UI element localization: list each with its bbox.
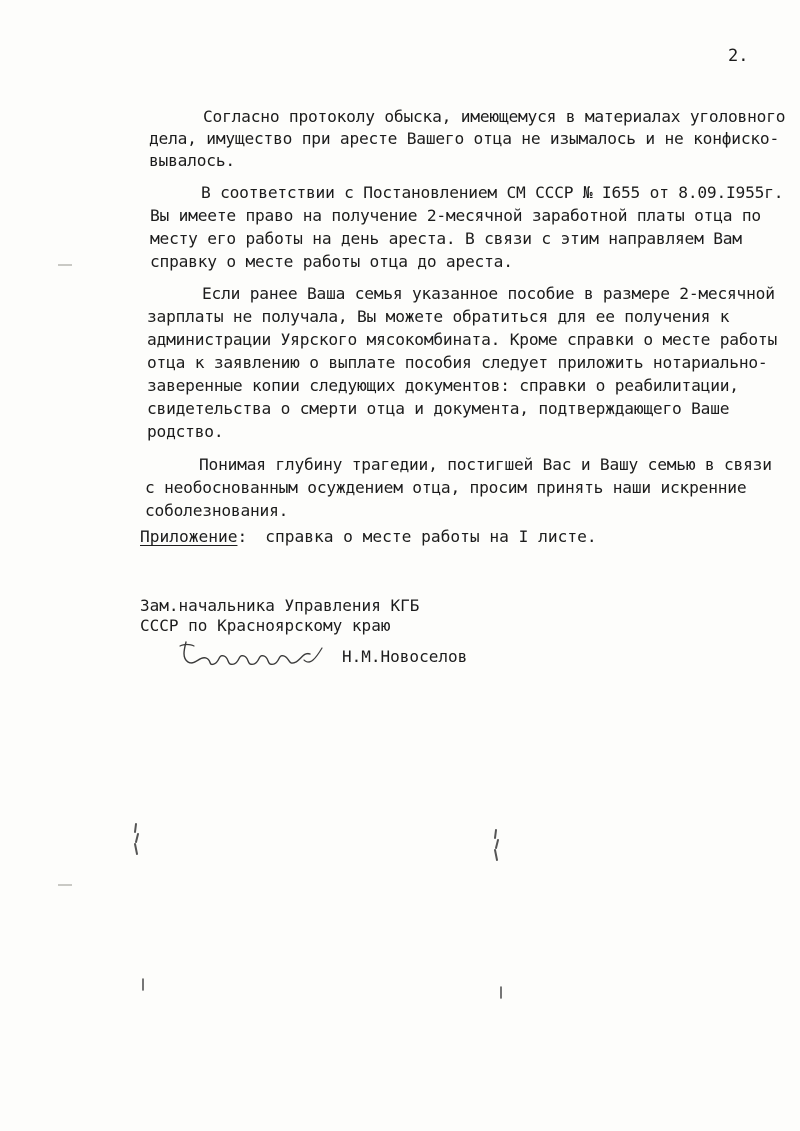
paragraph-3-line-7: родство. xyxy=(147,422,224,441)
paragraph-1-line-2: дела, имущество при аресте Вашего отца не изымалось и не конфиско- xyxy=(149,129,780,148)
handwritten-signature-icon xyxy=(178,636,328,672)
paragraph-4-line-2: с необоснованным осуждением отца, просим принять наши искренние xyxy=(145,478,747,497)
signer-name: Н.М.Новоселов xyxy=(342,647,468,666)
margin-mark-upper xyxy=(58,264,72,266)
paragraph-2-line-1: В соответствии с Постановлением СМ СССР № I655 от 8.09.I955г. xyxy=(201,183,784,202)
margin-mark-lower xyxy=(58,884,72,886)
paragraph-2-line-2: Вы имеете право на получение 2-месячной заработной платы отца по xyxy=(150,206,761,225)
paragraph-1-line-1: Согласно протоколу обыска, имеющемуся в материалах уголовного xyxy=(203,107,786,126)
paragraph-1-line-3: вывалось. xyxy=(149,151,235,170)
paragraph-3-line-4: отца к заявлению о выплате пособия следует приложить нотариально- xyxy=(147,353,768,372)
annex-label: Приложение xyxy=(140,527,238,546)
paragraph-4-line-3: соболезнования. xyxy=(145,501,289,520)
paragraph-3-line-2: зарплаты не получала, Вы можете обратиться для ее получения к xyxy=(147,307,730,326)
punch-mark-left xyxy=(130,822,142,856)
scratch-mark-left xyxy=(140,978,146,992)
punch-mark-right xyxy=(490,828,502,862)
signer-title-line-1: Зам.начальника Управления КГБ xyxy=(140,596,420,615)
paragraph-4-line-1: Понимая глубину трагедии, постигшей Вас и Вашу семью в связи xyxy=(199,455,772,474)
paragraph-3-line-3: администрации Уярского мясокомбината. Кроме справки о месте работы xyxy=(147,330,778,349)
annex-line xyxy=(140,527,597,546)
paragraph-3-line-1: Если ранее Ваша семья указанное пособие в размере 2-месячной xyxy=(202,284,775,303)
paragraph-3-line-6: свидетельства о смерти отца и документа, подтверждающего Ваше xyxy=(147,399,730,418)
paragraph-3-line-5: заверенные копии следующих документов: справки о реабилитации, xyxy=(147,376,739,395)
paragraph-2-line-3: месту его работы на день ареста. В связи с этим направляем Вам xyxy=(150,229,742,248)
signer-title-line-2: СССР по Красноярскому краю xyxy=(140,616,391,635)
annex-colon: : xyxy=(237,527,248,546)
page-number: 2. xyxy=(728,46,749,66)
annex-text: справка о месте работы на I листе. xyxy=(265,527,597,546)
scratch-mark-right xyxy=(498,986,504,1000)
paragraph-2-line-4: справку о месте работы отца до ареста. xyxy=(150,252,513,271)
